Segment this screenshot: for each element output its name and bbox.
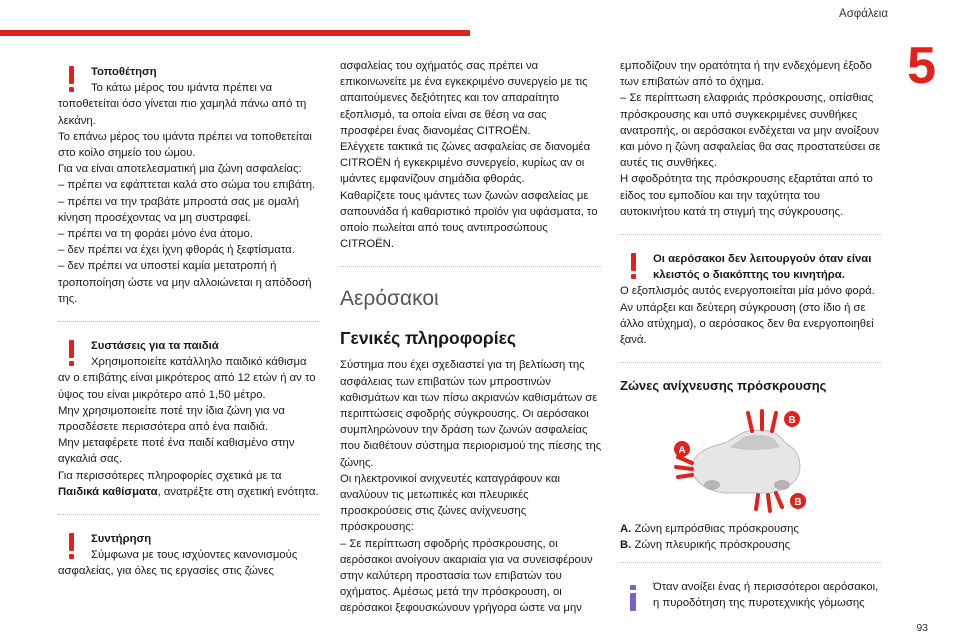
header-accent-bar bbox=[0, 30, 470, 36]
child-seats-link[interactable]: Παιδικά καθίσματα bbox=[58, 485, 158, 498]
maintenance-warning bbox=[58, 525, 320, 580]
column-3 bbox=[620, 58, 882, 625]
general-continued bbox=[620, 58, 882, 220]
children-text: αν ο επιβάτης είναι μικρότερος από 12 ετών ή αν το ύψος του είναι μικρότερο από 1,50 μέτρο. bbox=[58, 372, 316, 401]
divider bbox=[58, 514, 320, 515]
chapter-number: 5 bbox=[907, 37, 936, 95]
car-diagram bbox=[670, 405, 820, 515]
general-text: – Σε περίπτωση ελαφριάς πρόσκρουσης, οπίσθιας πρόσκρουσης και υπό συγκεκριμένες συνθήκες ανατροπής, οι αερόσακοι ενδέχεται να μην ανοίξουν και μόνο η ζώνη ασφαλείας θα σας προστατεύσει σε αυτές τις συνθήκες. bbox=[620, 92, 881, 170]
children-title: Συστάσεις για τα παιδιά bbox=[91, 340, 219, 353]
placement-warning bbox=[58, 58, 320, 307]
column-1 bbox=[58, 58, 320, 594]
front-impact-arrows-icon bbox=[676, 457, 692, 477]
impact-zones-heading: Ζώνες ανίχνευσης πρόσκρουσης bbox=[620, 378, 827, 394]
warning-icon bbox=[630, 253, 638, 279]
info-note bbox=[620, 573, 882, 611]
side-impact-arrows-top-icon bbox=[748, 411, 776, 431]
placement-line1: Το κάτω μέρος του ιμάντα πρέπει να bbox=[91, 82, 273, 95]
children-warning bbox=[58, 332, 320, 500]
children-more bbox=[58, 468, 320, 500]
ignition-warning-text: Ο εξοπλισμός αυτός ενεργοποιείται μία μόνο φορά. Αν υπάρξει και δεύτερη σύγκρουση (στο ίδιο ή σε άλλο ατύχημα), ο αερόσακος δεν θα ενεργοποιηθεί ξανά. bbox=[620, 285, 875, 347]
maintenance-title: Συντήρηση bbox=[91, 533, 152, 546]
label-a: A bbox=[678, 445, 686, 457]
placement-text: – δεν πρέπει να υποστεί καμία μετατροπή ή τροποποίηση ώστε να μην αλλοιώνεται η απόδοσή της. bbox=[58, 260, 312, 305]
maintenance-text: Καθαρίζετε τους ιμάντες των ζωνών ασφαλείας με σαπουνάδα ή καθαριστικό προϊόν για υφάσματα, το οποίο πωλείται από τους αντιπροσώπους CITROËN. bbox=[340, 189, 598, 251]
warning-icon bbox=[68, 66, 76, 92]
divider bbox=[620, 362, 882, 363]
children-more-post: , ανατρέξτε στη σχετική ενότητα. bbox=[157, 485, 319, 498]
general-text: Σύστημα που έχει σχεδιαστεί για τη βελτίωση της ασφάλειας των επιβατών των μπροστινών καθισμάτων και των πίσω ακριανών καθισμάτων σε περιπτώσεις σφοδρής σύγκρουσης. Οι αερόσακοι συμπληρώνουν την δράση των ζωνών ασφαλείας που διαθέτουν σύστημα περιορισμού της πίεσης της ζώνης. bbox=[340, 359, 602, 469]
column-2 bbox=[340, 58, 602, 617]
page-number: 93 bbox=[916, 622, 928, 634]
divider bbox=[340, 266, 602, 267]
placement-text: Το επάνω μέρος του ιμάντα πρέπει να τοποθετείται στο κοίλο σημείο του ώμου. bbox=[58, 130, 312, 160]
children-text: Μην μεταφέρετε ποτέ ένα παιδί καθισμένο στην αγκαλιά σας. bbox=[58, 437, 295, 466]
general-info-heading: Γενικές πληροφορίες bbox=[340, 328, 517, 349]
impact-zones-diagram bbox=[670, 405, 820, 515]
legend-key: A. bbox=[620, 523, 632, 536]
ignition-warning bbox=[620, 245, 882, 348]
legend-key: B. bbox=[620, 539, 632, 552]
placement-text: – πρέπει να την τραβάτε μπροστά σας με ομαλή κίνηση προσέχοντας να μη συστραφεί. bbox=[58, 195, 300, 224]
placement-text: τοποθετείται όσο γίνεται πιο χαμηλά πάνω από τη λεκάνη. bbox=[58, 98, 307, 127]
general-text: Οι ηλεκτρονικοί ανιχνευτές καταγράφουν και αναλύουν τις μετωπικές και πλευρικές προσκρούσεις στις ζώνες ανίχνευσης πρόσκρουσης: bbox=[340, 472, 560, 534]
legend-text: Ζώνη εμπρόσθιας πρόσκρουσης bbox=[634, 523, 799, 536]
placement-text: – πρέπει να τη φοράει μόνο ένα άτομο. bbox=[58, 228, 253, 241]
side-impact-arrows-bottom-icon bbox=[756, 493, 782, 511]
maintenance-line2: ασφαλείας, για όλες τις εργασίες στις ζώνες bbox=[58, 565, 274, 578]
warning-icon bbox=[68, 340, 76, 366]
general-text: εμποδίζουν την ορατότητα ή την ενδεχόμενη έξοδο των επιβατών από το όχημα. bbox=[620, 60, 872, 89]
general-text: – Σε περίπτωση σφοδρής πρόσκρουσης, οι αερόσακοι ανοίγουν ακαριαία για να συνεισφέρουν στην καλύτερη προστασία των επιβατών του οχήματος. Αμέσως μετά την πρόσκρουση, οι αερόσακοι ξεφουσκώνουν γρήγορα ώστε να μην bbox=[340, 537, 593, 615]
children-more-pre: Για περισσότερες πληροφορίες σχετικά με τα bbox=[58, 469, 282, 482]
wheel-icon bbox=[704, 480, 720, 490]
warning-icon bbox=[68, 533, 76, 559]
airbags-heading: Αερόσακοι bbox=[340, 287, 439, 311]
ignition-warning-title: Οι αερόσακοι δεν λειτουργούν όταν είναι κλειστός ο διακόπτης του κινητήρα. bbox=[653, 253, 872, 282]
placement-title: Τοποθέτηση bbox=[91, 66, 157, 78]
maintenance-text: ασφαλείας του οχήματός σας πρέπει να επικοινωνείτε με ένα εγκεκριμένο συνεργείο με τις απαιτούμενες δεξιότητες και τον απαραίτητο εξοπλισμό, τα οποία είναι σε θέση να σας προσφέρει ένας διανομέας CITROËN. bbox=[340, 60, 588, 137]
legend-item bbox=[620, 521, 882, 537]
maintenance-line1: Σύμφωνα με τους ισχύοντες κανονισμούς bbox=[91, 549, 298, 562]
section-title: Ασφάλεια bbox=[839, 8, 888, 20]
children-line1: Χρησιμοποιείτε κατάλληλο παιδικό κάθισμα bbox=[91, 356, 307, 369]
children-text: Μην χρησιμοποιείτε ποτέ την ίδια ζώνη για να προσδέσετε περισσότερα από ένα παιδιά. bbox=[58, 404, 285, 434]
label-b-bottom: B bbox=[794, 497, 802, 509]
info-text: Όταν ανοίξει ένας ή περισσότεροι αερόσακοι, η πυροδότηση της πυροτεχνικής γόμωσης bbox=[653, 580, 879, 609]
legend-text: Ζώνη πλευρικής πρόσκρουσης bbox=[634, 539, 791, 552]
label-b-top: B bbox=[788, 415, 796, 427]
placement-text: Για να είναι αποτελεσματική μια ζώνη ασφαλείας: bbox=[58, 163, 302, 176]
wheel-icon bbox=[774, 480, 790, 490]
legend-item bbox=[620, 537, 882, 553]
general-text: Η σφοδρότητα της πρόσκρουσης εξαρτάται από το είδος του εμποδίου και την ταχύτητα του αυτοκινήτου κατά τη στιγμή της σύγκρουσης. bbox=[620, 173, 873, 218]
divider bbox=[58, 321, 320, 322]
divider bbox=[620, 562, 882, 563]
placement-text: – πρέπει να εφάπτεται καλά στο σώμα του επιβάτη. bbox=[58, 179, 316, 192]
divider bbox=[620, 234, 882, 235]
placement-text: – δεν πρέπει να έχει ίχνη φθοράς ή ξεφτίσματα. bbox=[58, 244, 295, 257]
info-icon bbox=[628, 585, 638, 611]
maintenance-continued bbox=[340, 58, 602, 252]
maintenance-text: Ελέγχετε τακτικά τις ζώνες ασφαλείας σε διανομέα CITROËN ή εγκεκριμένο συνεργείο, κυρίως αν οι ιμάντες εμφανίζουν σημάδια φθοράς. bbox=[340, 141, 591, 186]
